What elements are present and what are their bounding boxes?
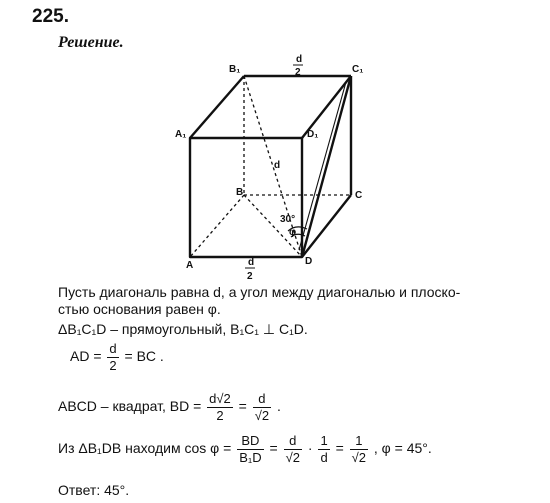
solution-heading: Решение. [58, 34, 124, 51]
text-line-3 [58, 321, 308, 338]
cos-den-2: √2 [285, 450, 300, 465]
formula-cos [58, 434, 432, 465]
bd-fraction-1 [207, 392, 233, 423]
ad-lhs: AD = [70, 348, 102, 365]
answer: Ответ: 45°. [58, 482, 130, 498]
diag-c1-d-inner [299, 82, 346, 250]
cos-num-2: d [284, 434, 302, 450]
label-b1: B₁ [229, 64, 241, 75]
ad-rhs: = BC . [124, 348, 164, 365]
bd-den-2: √2 [254, 408, 270, 423]
cos-num-1: BD [237, 434, 263, 450]
label-c1: C₁ [352, 64, 364, 75]
cos-eq-1: = [269, 440, 278, 457]
bd-den-1: 2 [216, 408, 224, 423]
cos-fraction-4 [350, 434, 368, 465]
bottom-fraction-den: 2 [247, 271, 253, 280]
line3-rest: – прямоугольный, B₁C₁ ⊥ C₁D. [106, 321, 308, 337]
angle-label: 30° [280, 214, 296, 225]
text-line-2: стью основания равен φ. [58, 301, 221, 317]
bd-lhs: ABCD – квадрат, BD = [58, 398, 202, 415]
label-c: C [355, 190, 363, 201]
cos-num-4: 1 [350, 434, 368, 450]
cos-den-3: d [320, 450, 328, 465]
cos-den-4: √2 [351, 450, 367, 465]
label-d: D [305, 256, 313, 267]
label-d1: D₁ [307, 129, 319, 140]
cos-fraction-3 [318, 434, 329, 465]
cos-eq-2: = [335, 440, 344, 457]
problem-number: 225. [32, 6, 69, 27]
edge-a1-b1 [190, 76, 244, 138]
cos-end: , φ = 45°. [373, 440, 432, 457]
top-fraction-den: 2 [295, 67, 301, 78]
label-a1: A₁ [175, 129, 187, 140]
diag-c1-d [302, 76, 351, 257]
cos-dot: · [307, 440, 313, 457]
bd-eq: = [238, 398, 247, 415]
label-a: A [186, 260, 194, 271]
formula-ad [70, 342, 164, 373]
edge-b-a [190, 195, 244, 257]
ad-den: 2 [109, 358, 117, 373]
cos-den-1: B₁D [239, 450, 262, 465]
cos-fraction-2 [284, 434, 302, 465]
bd-num-2: d [253, 392, 271, 408]
bd-fraction-2 [253, 392, 271, 423]
cos-num-3: 1 [320, 433, 328, 448]
ad-num: d [109, 341, 117, 356]
text-line-1: Пусть диагональ равна d, а угол между диагональю и плоско- [58, 284, 461, 300]
formula-bd [58, 392, 281, 423]
bd-end: . [276, 398, 281, 415]
triangle-label: ΔB₁C₁D [58, 321, 107, 337]
top-fraction-num: d [296, 54, 303, 65]
ad-fraction [107, 342, 118, 373]
bottom-fraction-num: d [248, 257, 255, 268]
bd-num-1: d√2 [209, 391, 231, 406]
phi-label: φ [289, 227, 297, 238]
diagonal-label: d [274, 160, 281, 171]
label-b: B [236, 187, 244, 198]
cos-prefix: Из ΔB₁DB находим cos φ = [58, 440, 232, 457]
cos-fraction-1 [237, 434, 263, 465]
diag-b-d [244, 195, 302, 257]
